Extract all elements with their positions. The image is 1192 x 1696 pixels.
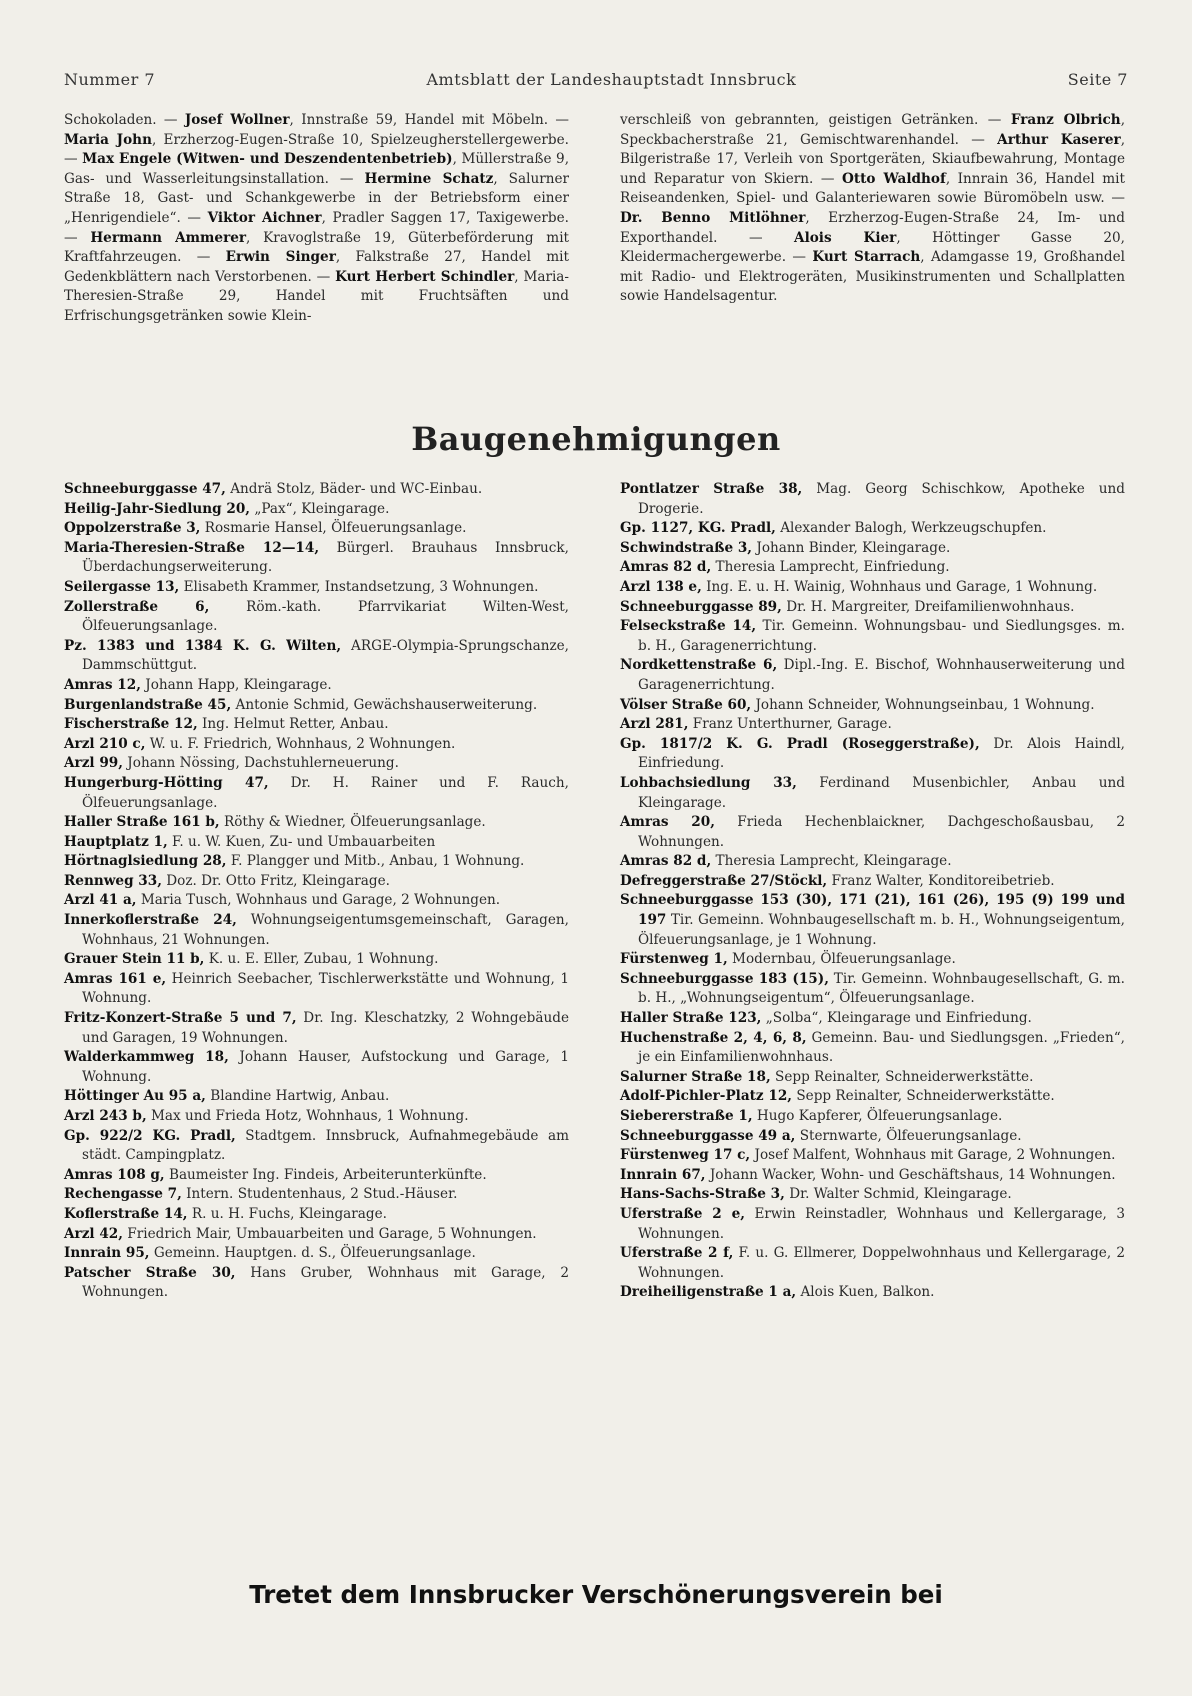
page-header <box>64 70 1128 89</box>
permit-address: Innrain 95, <box>64 1245 150 1262</box>
permit-address: Schwindstraße 3, <box>620 539 753 556</box>
building-permits-column-left <box>64 480 569 1303</box>
permit-details: R. u. H. Fuchs, Kleingarage. <box>187 1205 387 1222</box>
permit-address: Nordkettenstraße 6, <box>620 657 778 674</box>
permit-details: Blandine Hartwig, Anbau. <box>205 1088 390 1105</box>
license-paragraph <box>620 111 1125 307</box>
permit-entry <box>64 1225 569 1245</box>
permit-address: Gp. 1127, KG. Pradl, <box>620 520 776 537</box>
permit-address: Schneeburggasse 183 (15), <box>620 970 829 987</box>
license-text: , Maria-Theresien-Straße 29, Handel mit Fruchtsäften und Erfrischungsgetränken sowie Klein- <box>64 268 570 324</box>
permit-details: Antonie Schmid, Gewächshauserweiterung. <box>231 696 538 713</box>
permit-entry <box>620 1283 1125 1303</box>
page-number: Seite 7 <box>1067 70 1128 89</box>
permit-entry <box>620 1087 1125 1107</box>
permit-details: Sepp Reinalter, Schneiderwerkstätte. <box>770 1068 1034 1085</box>
licensee-name: Hermine Schatz <box>364 170 494 187</box>
permit-entry <box>620 715 1125 735</box>
permit-address: Rechengasse 7, <box>64 1186 182 1203</box>
permit-details: Rosmarie Hansel, Ölfeuerungsanlage. <box>200 520 467 537</box>
permit-address: Fürstenweg 1, <box>620 951 728 968</box>
permit-details: F. Plangger und Mitb., Anbau, 1 Wohnung. <box>226 853 525 870</box>
permit-entry <box>64 1264 569 1303</box>
permit-address: Fritz-Konzert-Straße 5 und 7, <box>64 1010 297 1027</box>
licensee-name: Alois Kier <box>794 229 897 246</box>
permit-entry <box>620 519 1125 539</box>
permit-details: Gemeinn. Bau- und Siedlungsgen. „Frieden“, je ein Einfamilienwohnhaus. <box>638 1029 1125 1066</box>
permit-address: Arzl 281, <box>620 716 689 733</box>
permit-address: Defreggerstraße 27/Stöckl, <box>620 872 828 889</box>
permit-entry <box>64 872 569 892</box>
permit-details: Josef Malfent, Wohnhaus mit Garage, 2 Wohnungen. <box>750 1147 1116 1164</box>
permit-details: K. u. E. Eller, Zubau, 1 Wohnung. <box>204 951 439 968</box>
permit-entry <box>64 1127 569 1166</box>
permit-details: Theresia Lamprecht, Kleingarage. <box>711 853 952 870</box>
license-paragraph <box>64 111 569 327</box>
permit-details: Hans Gruber, Wohnhaus mit Garage, 2 Wohnungen. <box>82 1264 569 1301</box>
permit-details: Franz Walter, Konditoreibetrieb. <box>827 872 1055 889</box>
permit-address: Haller Straße 123, <box>620 1010 762 1027</box>
permit-address: Hungerburg-Hötting 47, <box>64 774 269 791</box>
licensee-name: Kurt Herbert Schindler <box>335 268 515 285</box>
permit-entry <box>64 1087 569 1107</box>
permit-address: Koflerstraße 14, <box>64 1205 188 1222</box>
permit-entry <box>620 656 1125 695</box>
permit-details: Johann Wacker, Wohn- und Geschäftshaus, 14 Wohnungen. <box>705 1166 1116 1183</box>
permit-entry <box>64 911 569 950</box>
permit-entry <box>64 970 569 1009</box>
permit-details: „Solba“, Kleingarage und Einfriedung. <box>761 1010 1032 1027</box>
permit-details: Gemeinn. Hauptgen. d. S., Ölfeuerungsanlage. <box>149 1245 476 1262</box>
license-text: , Speckbacherstraße 21, Gemischtwarenhandel. — <box>620 112 1126 148</box>
permit-entry <box>64 1205 569 1225</box>
permit-address: Hans-Sachs-Straße 3, <box>620 1186 785 1203</box>
permit-details: Dipl.-Ing. E. Bischof, Wohnhauserweiterung und Garagenerrichtung. <box>638 657 1126 693</box>
permit-address: Arzl 243 b, <box>64 1108 147 1124</box>
permit-details: Johann Happ, Kleingarage. <box>140 676 332 693</box>
trade-licenses-column-right <box>620 111 1125 307</box>
permit-details: Elisabeth Krammer, Instandsetzung, 3 Wohnungen. <box>179 578 539 595</box>
license-text: , Adamgasse 19, Großhandel mit Radio- und Elektrogeräten, Musikinstrumenten und Schallplatten sowie Handelsagentur. <box>620 249 1125 305</box>
permit-entry <box>64 774 569 813</box>
permit-address: Amras 20, <box>620 814 715 831</box>
permit-entry <box>620 970 1125 1009</box>
permit-address: Arzl 138 e, <box>620 578 702 595</box>
license-text: , Kravoglstraße 19, Güterbeförderung mit Kraftfahrzeugen. — <box>64 229 570 266</box>
license-text: , Falkstraße 27, Handel mit Gedenkblättern nach Verstorbenen. — <box>64 249 569 285</box>
permit-entry <box>64 539 569 578</box>
permit-details: Alois Kuen, Balkon. <box>796 1284 935 1301</box>
permit-entry <box>620 617 1125 656</box>
permit-details: Theresia Lamprecht, Einfriedung. <box>711 559 950 576</box>
permit-entry <box>64 578 569 598</box>
license-text: , Höttinger Gasse 20, Kleidermachergewerbe. — <box>620 229 1125 266</box>
permit-address: Arzl 99, <box>64 755 123 772</box>
permit-entry <box>620 1029 1125 1068</box>
permit-details: Johann Schneider, Wohnungseinbau, 1 Wohnung. <box>751 696 1095 713</box>
license-text: , Erzherzog-Eugen-Straße 10, Spielzeugherstellergewerbe. — <box>64 131 569 168</box>
permit-address: Siebererstraße 1, <box>620 1108 753 1124</box>
permit-address: Gp. 1817/2 K. G. Pradl (Roseggerstraße), <box>620 735 980 752</box>
permit-details: Röm.-kath. Pfarrvikariat Wilten-West, Ölfeuerungsanlage. <box>82 598 569 635</box>
permit-details: Mag. Georg Schischkow, Apotheke und Drogerie. <box>638 481 1125 517</box>
licensee-name: Max Engele (Witwen- und Deszendentenbetrieb) <box>82 151 453 168</box>
permit-address: Fischerstraße 12, <box>64 716 198 733</box>
permit-entry <box>620 774 1125 813</box>
permit-details: Johann Nössing, Dachstuhlerneuerung. <box>122 755 399 772</box>
permit-entry <box>620 1068 1125 1088</box>
permit-details: Baumeister Ing. Findeis, Arbeiterunterkünfte. <box>164 1166 487 1183</box>
permit-address: Schneeburggasse 89, <box>620 598 782 615</box>
licensee-name: Franz Olbrich <box>1010 112 1121 128</box>
permit-address: Arzl 42, <box>64 1225 123 1242</box>
permit-address: Schneeburggasse 47, <box>64 481 226 497</box>
issue-number: Nummer 7 <box>64 70 156 89</box>
license-text: , Pradler Saggen 17, Taxigewerbe. — <box>64 209 569 246</box>
permit-details: Sepp Reinalter, Schneiderwerkstätte. <box>792 1088 1055 1105</box>
publication-title: Amtsblatt der Landeshauptstadt Innsbruck <box>426 70 797 89</box>
permit-entry <box>620 872 1125 892</box>
permit-address: Pontlatzer Straße 38, <box>620 481 803 497</box>
permit-address: Lohbachsiedlung 33, <box>620 774 797 791</box>
permit-entry <box>64 696 569 716</box>
licensee-name: Hermann Ammerer <box>90 229 247 246</box>
permit-address: Völser Straße 60, <box>620 696 752 713</box>
footer-banner: Tretet dem Innsbrucker Verschönerungsverein bei <box>249 1580 943 1609</box>
permit-address: Schneeburggasse 49 a, <box>620 1127 796 1144</box>
permit-entry <box>64 598 569 637</box>
permit-address: Walderkammweg 18, <box>64 1049 229 1066</box>
permit-details: Dr. Alois Haindl, Einfriedung. <box>638 735 1125 772</box>
permit-entry <box>64 1107 569 1127</box>
permit-address: Uferstraße 2 e, <box>620 1205 745 1222</box>
permit-details: Erwin Reinstadler, Wohnhaus und Kellergarage, 3 Wohnungen. <box>638 1205 1125 1242</box>
permit-entry <box>64 1166 569 1186</box>
permit-entry <box>64 735 569 755</box>
permit-details: Johann Binder, Kleingarage. <box>752 539 951 556</box>
permit-address: Grauer Stein 11 b, <box>64 951 205 968</box>
permit-entry <box>64 754 569 774</box>
permit-details: Johann Hauser, Aufstockung und Garage, 1 Wohnung. <box>82 1049 569 1085</box>
permit-address: Heilig-Jahr-Siedlung 20, <box>64 500 251 517</box>
permit-address: Seilergasse 13, <box>64 578 180 595</box>
license-text: verschleiß von gebrannten, geistigen Getränken. — <box>620 112 1011 128</box>
permit-entry <box>620 950 1125 970</box>
permit-details: Wohnungseigentumsgemeinschaft, Garagen, Wohnhaus, 21 Wohnungen. <box>82 912 569 948</box>
permit-entry <box>620 852 1125 872</box>
permit-details: Bürgerl. Brauhaus Innsbruck, Überdachungserweiterung. <box>82 539 569 576</box>
licensee-name: Dr. Benno Mitlöhner <box>620 209 806 226</box>
permit-details: F. u. G. Ellmerer, Doppelwohnhaus und Kellergarage, 2 Wohnungen. <box>638 1245 1125 1281</box>
licensee-name: Erwin Singer <box>225 249 336 266</box>
permit-details: Maria Tusch, Wohnhaus und Garage, 2 Wohnungen. <box>136 892 501 909</box>
license-text: , Salurner Straße 18, Gast- und Schankgewerbe in der Betriebsform einer „Henrigendiele“. — <box>64 170 569 226</box>
permit-address: Amras 82 d, <box>620 559 712 576</box>
permit-details: Heinrich Seebacher, Tischlerwerkstätte und Wohnung, 1 Wohnung. <box>82 970 569 1007</box>
permit-entry <box>620 696 1125 716</box>
permit-address: Arzl 41 a, <box>64 892 137 909</box>
permit-entry <box>64 1244 569 1264</box>
license-text: , Erzherzog-Eugen-Straße 24, Im- und Exporthandel. — <box>620 209 1125 246</box>
licensee-name: Viktor Aichner <box>207 209 322 226</box>
permit-entry <box>64 891 569 911</box>
trade-licenses-column-left <box>64 111 569 327</box>
permit-address: Pz. 1383 und 1384 K. G. Wilten, <box>64 637 342 654</box>
permit-address: Arzl 210 c, <box>64 735 146 752</box>
permit-entry <box>620 578 1125 598</box>
permit-details: Max und Frieda Hotz, Wohnhaus, 1 Wohnung. <box>146 1108 469 1124</box>
permit-address: Fürstenweg 17 c, <box>620 1147 751 1164</box>
permit-details: Dr. H. Margreiter, Dreifamilienwohnhaus. <box>781 598 1075 615</box>
permit-entry <box>64 950 569 970</box>
permit-details: Ing. E. u. H. Wainig, Wohnhaus und Garage, 1 Wohnung. <box>701 578 1098 595</box>
permit-entry <box>620 480 1125 519</box>
permit-address: Uferstraße 2 f, <box>620 1245 734 1262</box>
permit-details: Doz. Dr. Otto Fritz, Kleingarage. <box>161 872 390 889</box>
permit-address: Patscher Straße 30, <box>64 1264 236 1281</box>
permit-details: Modernbau, Ölfeuerungsanlage. <box>727 951 956 968</box>
permit-entry <box>64 480 569 500</box>
permit-address: Dreiheiligenstraße 1 a, <box>620 1284 797 1301</box>
permit-details: W. u. F. Friedrich, Wohnhaus, 2 Wohnungen. <box>145 735 456 752</box>
license-text: , Innrain 36, Handel mit Reiseandenken, Spiel- und Galanteriewaren sowie Büromöbeln usw. — <box>620 170 1125 207</box>
permit-address: Rennweg 33, <box>64 872 162 889</box>
permit-address: Amras 82 d, <box>620 853 712 870</box>
permit-address: Schneeburggasse 153 (30), 171 (21), 161 (26), 195 (9) 199 und 197 <box>620 892 1125 929</box>
permit-details: Alexander Balogh, Werkzeugschupfen. <box>775 520 1047 537</box>
permit-entry <box>620 558 1125 578</box>
permit-address: Huchenstraße 2, 4, 6, 8, <box>620 1029 807 1046</box>
permit-entry <box>620 813 1125 852</box>
permit-address: Adolf-Pichler-Platz 12, <box>620 1088 793 1105</box>
permit-address: Amras 12, <box>64 676 141 693</box>
licensee-name: Kurt Starrach <box>812 249 921 266</box>
permit-details: Andrä Stolz, Bäder- und WC-Einbau. <box>225 481 483 497</box>
permit-entry <box>64 637 569 676</box>
permit-details: Sternwarte, Ölfeuerungsanlage. <box>795 1127 1022 1144</box>
permit-details: Dr. Ing. Kleschatzky, 2 Wohngebäude und Garagen, 19 Wohnungen. <box>82 1010 569 1046</box>
licensee-name: Maria John <box>64 131 152 148</box>
permit-entry <box>64 813 569 833</box>
licensee-name: Otto Waldhof <box>842 170 946 187</box>
permit-address: Amras 161 e, <box>64 970 167 987</box>
permit-entry <box>620 1244 1125 1283</box>
permit-entry <box>64 1048 569 1087</box>
license-text: , Bilgeristraße 17, Verleih von Sportgeräten, Skiaufbewahrung, Montage und Reparatur von Skiern. — <box>620 131 1126 187</box>
permit-address: Amras 108 g, <box>64 1166 165 1183</box>
permit-entry <box>620 1107 1125 1127</box>
permit-details: Frieda Hechenblaickner, Dachgeschoßausbau, 2 Wohnungen. <box>638 814 1125 850</box>
permit-details: Ferdinand Musenbichler, Anbau und Kleingarage. <box>638 774 1125 811</box>
permit-entry <box>64 715 569 735</box>
permit-address: Innerkoflerstraße 24, <box>64 912 237 929</box>
permit-entry <box>64 1009 569 1048</box>
permit-details: Röthy & Wiedner, Ölfeuerungsanlage. <box>219 814 486 831</box>
permit-address: Haller Straße 161 b, <box>64 814 220 831</box>
permit-entry <box>64 852 569 872</box>
permit-details: Intern. Studentenhaus, 2 Stud.-Häuser. <box>181 1186 458 1203</box>
permit-details: Stadtgem. Innsbruck, Aufnahmegebäude am städt. Campingplatz. <box>82 1127 569 1164</box>
licensee-name: Josef Wollner <box>184 112 290 128</box>
permit-entry <box>620 1009 1125 1029</box>
permit-address: Salurner Straße 18, <box>620 1068 771 1085</box>
permit-details: Friedrich Mair, Umbauarbeiten und Garage, 5 Wohnungen. <box>122 1225 537 1242</box>
permit-address: Innrain 67, <box>620 1166 706 1183</box>
permit-entry <box>620 598 1125 618</box>
permit-entry <box>64 676 569 696</box>
permit-address: Felseckstraße 14, <box>620 618 757 635</box>
permit-address: Gp. 922/2 KG. Pradl, <box>64 1127 236 1144</box>
permit-details: Tir. Gemeinn. Wohnbaugesellschaft, G. m. b. H., „Wohnungseigentum“, Ölfeuerungsanlage. <box>638 970 1125 1007</box>
permit-details: Tir. Gemeinn. Wohnungsbau- und Siedlungsges. m. b. H., Garagenerrichtung. <box>638 618 1125 654</box>
permit-details: Ing. Helmut Retter, Anbau. <box>197 716 389 733</box>
permit-entry <box>620 539 1125 559</box>
permit-address: Hörtnaglsiedlung 28, <box>64 853 227 870</box>
permit-entry <box>64 500 569 520</box>
permit-entry <box>64 833 569 853</box>
license-text: Schokoladen. — <box>64 112 185 128</box>
permit-details: Dr. H. Rainer und F. Rauch, Ölfeuerungsanlage. <box>82 774 569 811</box>
permit-entry <box>620 1146 1125 1166</box>
permit-details: „Pax“, Kleingarage. <box>250 500 390 517</box>
permit-details: Dr. Walter Schmid, Kleingarage. <box>784 1186 1012 1203</box>
permit-details: F. u. W. Kuen, Zu- und Umbauarbeiten <box>167 833 436 850</box>
permit-entry <box>620 1127 1125 1147</box>
permit-entry <box>620 1185 1125 1205</box>
license-text: , Müllerstraße 9, Gas- und Wasserleitungsinstallation. — <box>64 151 570 187</box>
permit-address: Burgenlandstraße 45, <box>64 696 232 713</box>
permit-address: Maria-Theresien-Straße 12—14, <box>64 539 320 556</box>
license-text: , Innstraße 59, Handel mit Möbeln. — <box>289 112 569 128</box>
licensee-name: Arthur Kaserer <box>997 131 1121 148</box>
permit-details: Franz Unterthurner, Garage. <box>688 716 892 733</box>
permit-details: Tir. Gemeinn. Wohnbaugesellschaft m. b. H., Wohnungseigentum, Ölfeuerungsanlage, je 1 Wohnung. <box>638 912 1125 948</box>
permit-details: Hugo Kapferer, Ölfeuerungsanlage. <box>752 1108 1003 1124</box>
permit-entry <box>620 891 1125 950</box>
permit-entry <box>620 1205 1125 1244</box>
section-title: Baugenehmigungen <box>411 420 781 458</box>
permit-entry <box>64 519 569 539</box>
permit-address: Höttinger Au 95 a, <box>64 1088 206 1105</box>
building-permits-column-right <box>620 480 1125 1303</box>
permit-address: Oppolzerstraße 3, <box>64 520 201 537</box>
permit-address: Zollerstraße 6, <box>64 598 210 615</box>
permit-entry <box>620 735 1125 774</box>
permit-address: Hauptplatz 1, <box>64 833 168 850</box>
permit-details: ARGE-Olympia-Sprungschanze, Dammschüttgut. <box>82 637 569 674</box>
permit-entry <box>64 1185 569 1205</box>
permit-entry <box>620 1166 1125 1186</box>
